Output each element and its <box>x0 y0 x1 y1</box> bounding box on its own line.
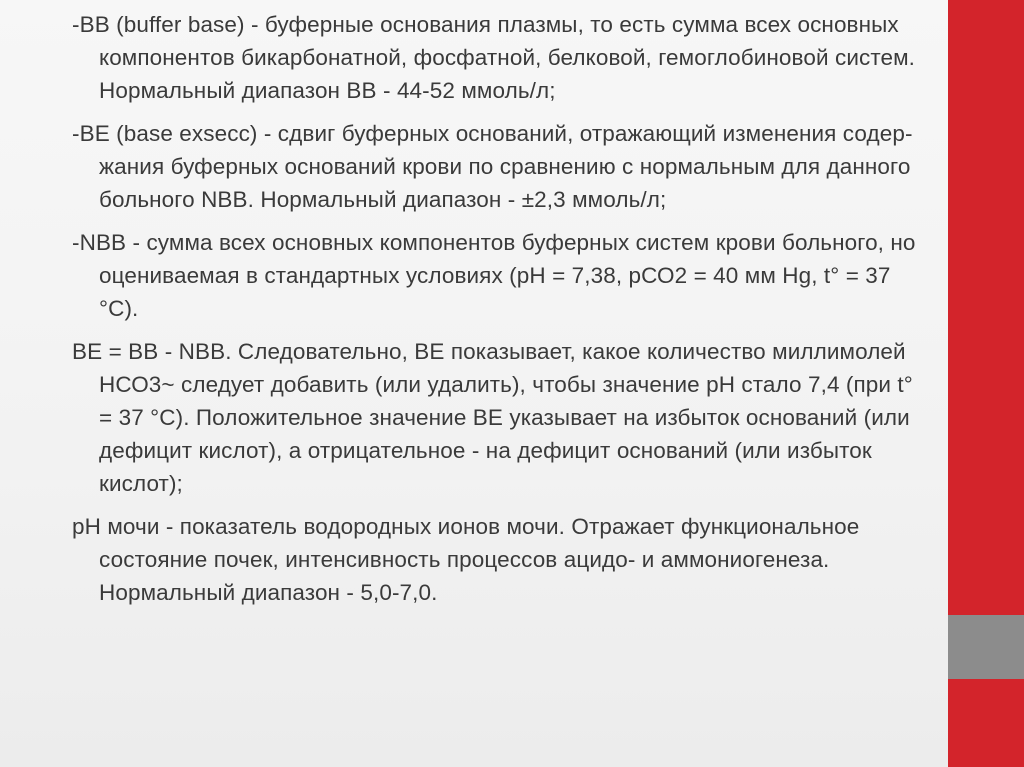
paragraph-nbb: -NBB - сумма всех основных компонентов буферных систем крови больного, но оцениваемая в стандартных условиях (рН = 7,38, рСО2 = 40 мм Hg, t° = 37 °С). <box>72 230 916 321</box>
paragraph-bb: -BB (buffer base) - буферные основания плазмы, то есть сумма всех основных компонентов бикарбонатной, фосфатной, белковой, гемоглобиновой систем. Нормальный диапазон BB - 44-52 ммоль/л; <box>72 12 916 103</box>
sidebar-red-band-bottom <box>948 679 1024 767</box>
sidebar-red-band <box>948 0 1024 615</box>
paragraph-urine-ph: рН мочи - показатель водородных ионов мочи. Отражает функциональное состояние почек, интенсивность процессов ацидо- и аммониогенеза. Нормальный диапазон - 5,0-7,0. <box>72 514 860 605</box>
paragraph-be-formula: BE = BB - NBB. Следовательно, BE показывает, какое количество миллимолей НСО3~ следует добавить (или удалить), чтобы значение рН стало 7,4 (при t° = 37 °С). Положительное значение BE указывает на избыток оснований (или дефицит кислот), а отрицательное - на дефицит оснований (или избыток кислот); <box>72 339 913 496</box>
slide-text-body <box>72 8 922 619</box>
paragraph-be: -BE (base exsecc) - сдвиг буферных оснований, отражающий изменения содер-жания буферных оснований крови по сравнению с нормальным для данного больного NBB. Нормальный диапазон - ±2,3 ммоль/л; <box>72 121 913 212</box>
sidebar-gray-band <box>948 615 1024 679</box>
